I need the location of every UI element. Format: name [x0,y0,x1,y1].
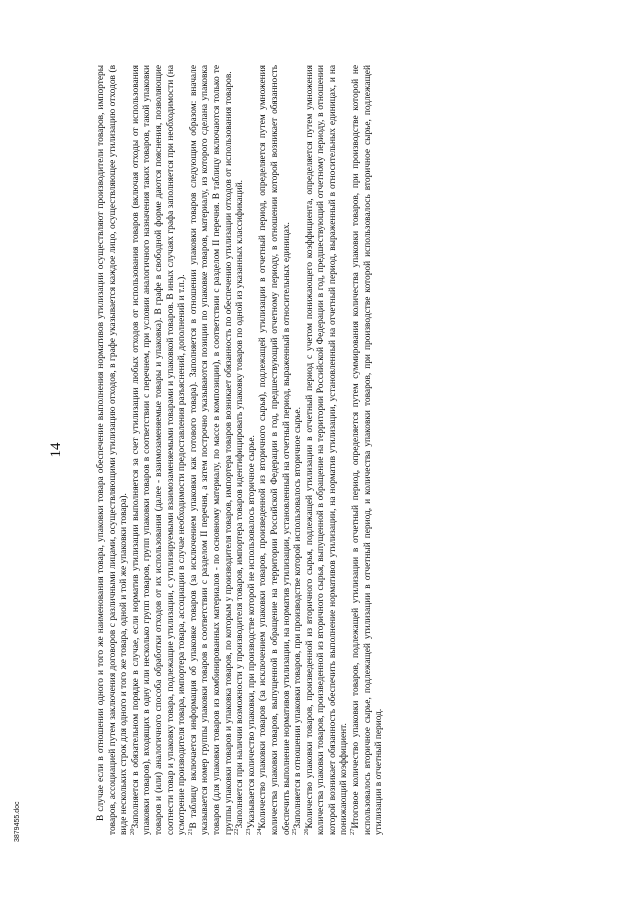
footnote-27 [348,65,386,835]
footnote-text: Количество упаковки товаров, произведенной из вторичного сырья, подлежащей утилизации в отчетный период с учетом понижающего коэффициента, определяется путем умножения количества упаковки товаров, произведенной из вторичного сырья, выпущенной в обращение на территории Российской Федерации в год, предшествующий отчетному периоду, в отношении которой возникает обязанность обеспечить выполнение нормативов утилизации, на норматив утилизации, установленный на отчетный период, выраженный в относительных единицах, и на понижающий коэффициент. [304,65,350,835]
footnote-24 [258,65,293,835]
footnote-number: 25 [290,828,298,835]
footnote-20 [128,65,189,835]
footnote-text: Указывается количество упаковки, при производстве которой не использовалось вторичное сырье. [246,435,257,829]
footnote-number: 26 [302,828,310,835]
footnote-22 [235,65,247,835]
footnote-text: Заполняется в обязательном порядке в случае, если норматив утилизации выполняется за счет утилизации любых отходов от использования товаров (включая отходы от использования упаковки товаров), входящих в одну или несколько групп товаров, групп упаковки товаров в соответствии с перечнем, при условии аналогичного назначения таких товаров, такой упаковки товаров и (или) аналогичного способа обработки отходов от их использования (далее - взаимозаменяемые товары и упаковка). В графе в свободной форме даются пояснения, позволяющие соотнести товар и упаковку товара, подлежащие утилизации, с утилизируемыми взаимозаменяемыми товарами и упаковкой товаров. В иных случаях графа заполняется при необходимости (на усмотрение производителя товара, импортера товара, ассоциации в случае необходимости предоставления разъяснений, дополнений и т.п.). [130,65,188,835]
rotated-content [48,65,566,835]
footnote-number: 27 [348,828,356,835]
footnote-number: 20 [128,828,136,835]
footnote-text: Количество упаковки товаров (за исключением упаковки товаров, произведенной из вторичного сырья), подлежащей утилизации в отчетный период, определяется путем умножения количества упаковки товаров, выпущенной в обращение на территории Российской Федерации в год, предшествующий отчетному периоду, в отношении которой возникает обязанность обеспечить выполнение нормативов утилизации, на норматив утилизации, установленный на отчетный период, выраженный в относительных единицах. [258,65,292,835]
footnote-25 [290,65,305,835]
footnote-text: Заполняется при наличии возможности у производителя товаров, импортера товаров идентифицировать упаковку товаров по одной из указанных классификаций. [235,180,246,829]
intro-paragraph: В случае если в отношении одного и того же наименования товара, упаковки товара обеспечение выполнения нормативов утилизации осуществляют производители товаров, импортеры товаров, ассоциацией путем заключения договоров с различными лицами, осуществляющими утилизацию отходов, в графе указывается каждое лицо, осуществляющее утилизацию отходов (в виде нескольких строк для одного и того же товара, одной и той же упаковки товара). [96,65,130,835]
footnote-21 [186,65,235,835]
footnote-26 [302,65,351,835]
footnote-text: В таблицу включается информация об упаковке товаров (за исключением упаковки как готового товара). Заполняется в отношении упаковки товаров следующим образом: вначале указывается номер группы упаковки товаров в соответствии с разделом II перечня, а затем построчно указываются позиции по упаковке товаров, материалу, из которого сделана упаковка товаров (для упаковки товаров из комбинированных материалов - по основному материалу, по массе в композиции), в соответствии с разделом II перечня. В таблицу включаются только те группы упаковки товаров и упаковка товаров, по которым у производителя товаров, импортера товаров возникает обязанность по обеспечению утилизации отходов от использования товаров. [188,65,234,835]
footnote-23 [244,65,259,835]
document-body [96,65,386,835]
footnote-number: 21 [186,828,194,835]
footnote-text: Заполняется в отношении упаковки товаров, при производстве которой использовалось вторичное сырье. [293,407,304,829]
document-id: 3879455.doc [14,801,21,842]
footnote-number: 24 [256,828,264,835]
footnote-number: 22 [233,828,240,835]
footnote-number: 23 [244,828,252,835]
page-number: 14 [48,442,64,458]
footnote-text: Итоговое количество упаковки товаров, подлежащей утилизации в отчетный период, определяется путем суммирования количества упаковки товаров, при производстве которой не использовалось вторичное сырье, подлежащей утилизации в отчетный период, и количества упаковки товаров, при производстве которой использовалось вторичное сырье, подлежащей утилизации в отчетный период. [351,65,385,835]
